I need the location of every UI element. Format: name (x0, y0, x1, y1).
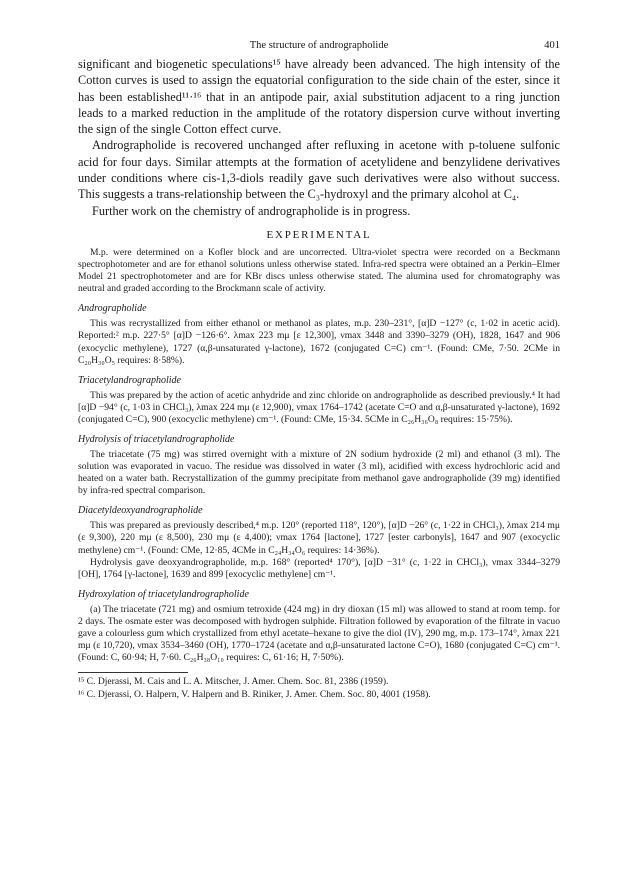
section-heading: Hydrolysis of triacetylandrographolide (78, 434, 235, 445)
section-paragraph: This was prepared by the action of acetic anhydride and zinc chloride on andrographolide as described previously.⁴ It had [α]D −94° (c, 1·03 in CHCl₃), λmax 224 mμ (ε 12,900), νmax 1764–1742 (acetate C=O and α,β-unsaturated γ-lactone), 1692 (conjugated C=C), 900 (exocyclic methylene) cm⁻¹. (Found: CMe, 15·34. 5CMe in C₂₆H₃₆O₈ requires: 15·75%). (78, 389, 560, 425)
running-header (78, 36, 560, 56)
intro-paragraph: Andrographolide is recovered unchanged after refluxing in acetone with p-toluene sulfonic acid for four days. Similar attempts at the formation of acetylidene and benzylidene derivatives under conditions where cis-1,3-diols readily gave such derivatives were also without success. This suggests a trans-relationship between the C₃-hydroxyl and the primary alcohol at C₄. (78, 138, 560, 202)
intro-paragraph: significant and biogenetic speculations¹⁵ have already been advanced. The high intensity of the Cotton curves is used to assign the equatorial configuration to the side chain of the ester, since it has been established¹¹·¹⁶ that in an antipode pair, axial substitution adjacent to a ring junction leads to a marked reduction in the amplitude of the rotatory dispersion curve without inverting the sign of the single Cotton effect curve. (78, 57, 560, 137)
section-heading: Diacetyldeoxyandrographolide (78, 505, 203, 517)
experimental-heading: EXPERIMENTAL (266, 228, 372, 241)
section-heading: Hydroxylation of triacetylandrographolide (78, 588, 249, 600)
section-paragraph: (a) The triacetate (721 mg) and osmium tetroxide (424 mg) in dry dioxan (15 ml) was allowed to stand at room temp. for 2 days. The osmate ester was decomposed with hydrogen sulphide. Filtration followed by evaporation of the filtrate in vacuo gave a colourless gum which crystallized from ethyl acetate–hexane to give the diol (IV), 290 mg, m.p. 173–174°, λmax 221 mμ (ε 10,720), νmax 3534–3460 (OH), 1770–1724 (acetate and α,β-unsaturated lactone C=O), 1680 (conjugated C=C) cm⁻¹. (Found: C, 60·94; H, 7·60. C₂₆H₃₈O₁₀ requires: C, 61·16; H, 7·50%). (78, 603, 560, 664)
section-heading: Triacetylandrographolide (78, 374, 181, 386)
section-heading: Andrographolide (78, 303, 147, 315)
section-paragraph: This was recrystallized from either ethanol or methanol as plates, m.p. 230–231°, [α]D −127° (c, 1·02 in acetic acid). Reported:² m.p. 227·5° [α]D −126·6°. λmax 223 mμ [ε 12,300], νmax 3448 and 3390–3279 (OH), 1828, 1647 and 906 (exocyclic methylene), 1727 (α,β-unsaturated γ-lactone), 1672 (conjugated C=C) cm⁻¹. (Found: CMe, 7·50. 2CMe in C₂₀H₃₀O₅ requires: 8·58%). (78, 318, 560, 366)
section-paragraph: The triacetate (75 mg) was stirred overnight with a mixture of 2N sodium hydroxide (2 ml) and ethanol (3 ml). The solution was evaporated in vacuo. The residue was dissolved in water (3 ml), acidified with excess hydrochloric acid and heated on a water bath. Recrystallization of the gummy precipitate from methanol gave andrographolide (39 mg) identified by infra-red spectral comparison. (78, 449, 560, 497)
footnote: ¹⁶ C. Djerassi, O. Halpern, V. Halpern and B. Riniker, J. Amer. Chem. Soc. 80, 4001 (1958). (78, 688, 431, 700)
footnote: ¹⁵ C. Djerassi, M. Cais and L. A. Mitscher, J. Amer. Chem. Soc. 81, 2386 (1959). (78, 676, 389, 688)
experimental-general-paragraph: M.p. were determined on a Kofler block and are uncorrected. Ultra-violet spectra were recorded on a Beckmann spectrophotometer and are for ethanol solutions unless otherwise stated. Infra-red spectra were obtained an a Perkin–Elmer Model 21 spectrophotometer and are for KBr discs unless otherwise stated. The alumina used for chromatography was neutral and graded according to the Brockmann scale of activity. (78, 246, 560, 295)
journal-page (78, 36, 560, 701)
running-title: The structure of andrographolide (249, 40, 389, 51)
footnote-divider (78, 672, 188, 673)
page-number: 401 (544, 40, 560, 51)
section-paragraph: Hydrolysis gave deoxyandrographolide, m.p. 168° (reported⁴ 170°), [α]D −31° (c, 1·22 in CHCl₃), νmax 3344–3279 [OH], 1764 [γ-lactone], 1639 and 899 [exocyclic methylene] cm⁻¹. (78, 556, 560, 580)
intro-paragraph: Further work on the chemistry of andrographolide is in progress. (92, 203, 411, 218)
section-paragraph: This was prepared as previously described,⁴ m.p. 120° (reported 118°, 120°), [α]D −26° (c, 1·22 in CHCl₃), λmax 214 mμ (ε 9,300), 220 mμ (ε 8,500), 230 mμ (ε 4,400); νmax 1764 [lactone], 1727 [ester carbonyls], 1647 and 907 (exocyclic methylene) cm⁻¹. (Found: CMe, 12·85, 4CMe in C₂₄H₃₄O₆ requires: 14·36%). (78, 520, 560, 556)
